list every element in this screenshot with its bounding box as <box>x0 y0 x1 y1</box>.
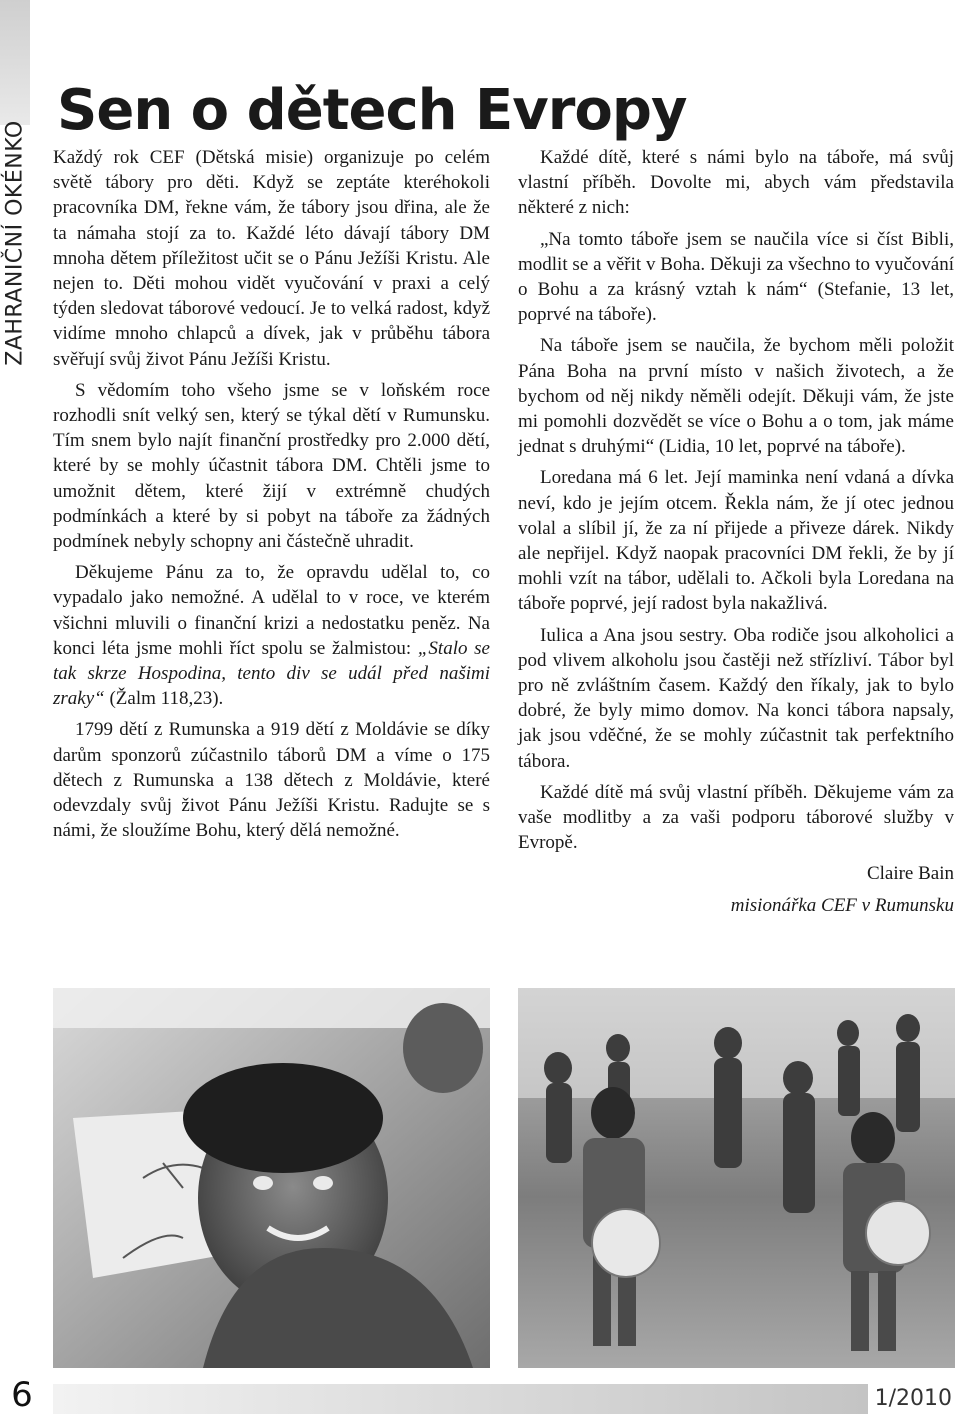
paragraph <box>53 560 490 711</box>
testimony-paragraph: „Na tomto táboře jsem se naučila více si číst Bibli, modlit se a věřit v Boha. Děkuji za všechno to vyučování o Bohu a za krásný vztah k nám“ (Stefanie, 13 let, poprvé na táboře). <box>518 228 954 326</box>
footer-bar <box>53 1384 868 1414</box>
signature-name: Claire Bain <box>866 863 954 885</box>
paragraph: 1799 dětí z Rumunska a 919 dětí z Moldávie se díky darům sponzorů zúčastnilo táborů DM a víme o 175 dětech z Rumunska a 138 dětech z Moldávie, které odevzdaly svůj život Pánu Ježíši Kristu. Radujte se s námi, že sloužíme Bohu, který dělá nemožné. <box>53 719 490 842</box>
section-label <box>0 120 30 366</box>
paragraph: Iulica a Ana jsou sestry. Oba rodiče jsou alkoholici a pod vlivem alkoholu jsou častěji než střízliví. Tábor byl pro ně zvláštním časem. Každý den říkaly, jak to bylo dobré, že byly mimo domov. Na konci tábora napsaly, jak jsou vděčné, že se mohly zúčastnit tak perfektního tábora. <box>518 624 954 772</box>
psalm-reference: (Žalm 118,23). <box>104 688 224 710</box>
side-accent-bar <box>0 0 30 125</box>
issue-number: 1/2010 <box>874 1386 952 1411</box>
paragraph: Každé dítě, které s námi bylo na táboře, má svůj vlastní příběh. Dovolte mi, abych vám představila některé z nich: <box>518 147 954 219</box>
section-label-text: ZAHRANIČNÍ OKÉNKO <box>2 120 28 366</box>
paragraph: S vědomím toho všeho jsme se v loňském roce rozhodli snít velký sen, který se týkal dětí v Rumunsku. Tím snem bylo najít finanční prostředky pro 2.000 dětí, které by se mohly účastnit tábora DM. Chtěli jsme to umožnit dětem, které žijí v extrémně chudých podmínkách a které by si pobyt na táboře za žádných podmínek nebyly schopny ani částečně uhradit. <box>53 379 490 553</box>
psalm-quote: „Stalo se tak skrze Hospodina, tento div se udál před našimi zraky“ <box>53 637 490 710</box>
signature-role: misionářka CEF v Rumunsku <box>730 894 954 916</box>
photo-children-group-image <box>518 988 955 1368</box>
photo-boy-smiling-image <box>53 988 490 1368</box>
photo-boy-smiling <box>53 988 490 1368</box>
photo-children-group <box>518 988 955 1368</box>
article-title: Sen o dětech Evropy <box>57 78 687 143</box>
paragraph: Každé dítě má svůj vlastní příběh. Děkujeme vám za vaše modlitby a za vaši podporu táborové služby v Evropě. <box>518 781 954 854</box>
right-column <box>518 145 954 924</box>
paragraph: Každý rok CEF (Dětská misie) organizuje po celém světě tábory pro děti. Když se zeptáte kteréhokoli pracovníka DM, řekne vám, že tábory jsou dřina, ale že ta námaha stojí za to. Každé léto dávají tábory DM mnoha dětem příležitost učit se o Pánu Ježíši Kristu. Ale nejen to. Děti mohou vidět vyučování v praxi a celý týden sledovat táborové vedoucí. Je to velká radost, když vidíme mnoho chlapců a dívek, jak v průběhu tábora svěřují svůj život Pánu Ježíši Kristu. <box>53 147 490 370</box>
left-column <box>53 145 490 849</box>
testimony-paragraph: Na táboře jsem se naučila, že bychom měli položit Pána Boha na první místo v našich životech, a že bychom od něj nikdy něměli odejít. Děkuji vám, že jste mi pomohli dozvědět se více o Bohu a o tom, jak máme jednat s druhými“ (Lidia, 10 let, poprvé na táboře). <box>518 335 954 458</box>
paragraph: Loredana má 6 let. Její maminka není vdaná a dívka neví, kdo je jejím otcem. Řekla nám, že jí otec jednou volal a slíbil jí, že za ní přijede a přiveze dárek. Nikdy ale nepřijel. Když naopak pracovníci DM řekli, že by jí mohli vzít na tábor, udělali to. Ačkoli byla Loredana na táboře poprvé, její radost byla nakažlivá. <box>518 467 954 615</box>
page-number: 6 <box>11 1375 33 1415</box>
paragraph-text: Děkujeme Pánu za to, že opravdu udělal to, co vypadalo jako nemožné. A udělal to v roce, ve kterém všichni mluvili o finanční krizi a nedostatku peněz. Na konci léta jsme mohli říct spolu se žalmistou: <box>53 562 490 659</box>
